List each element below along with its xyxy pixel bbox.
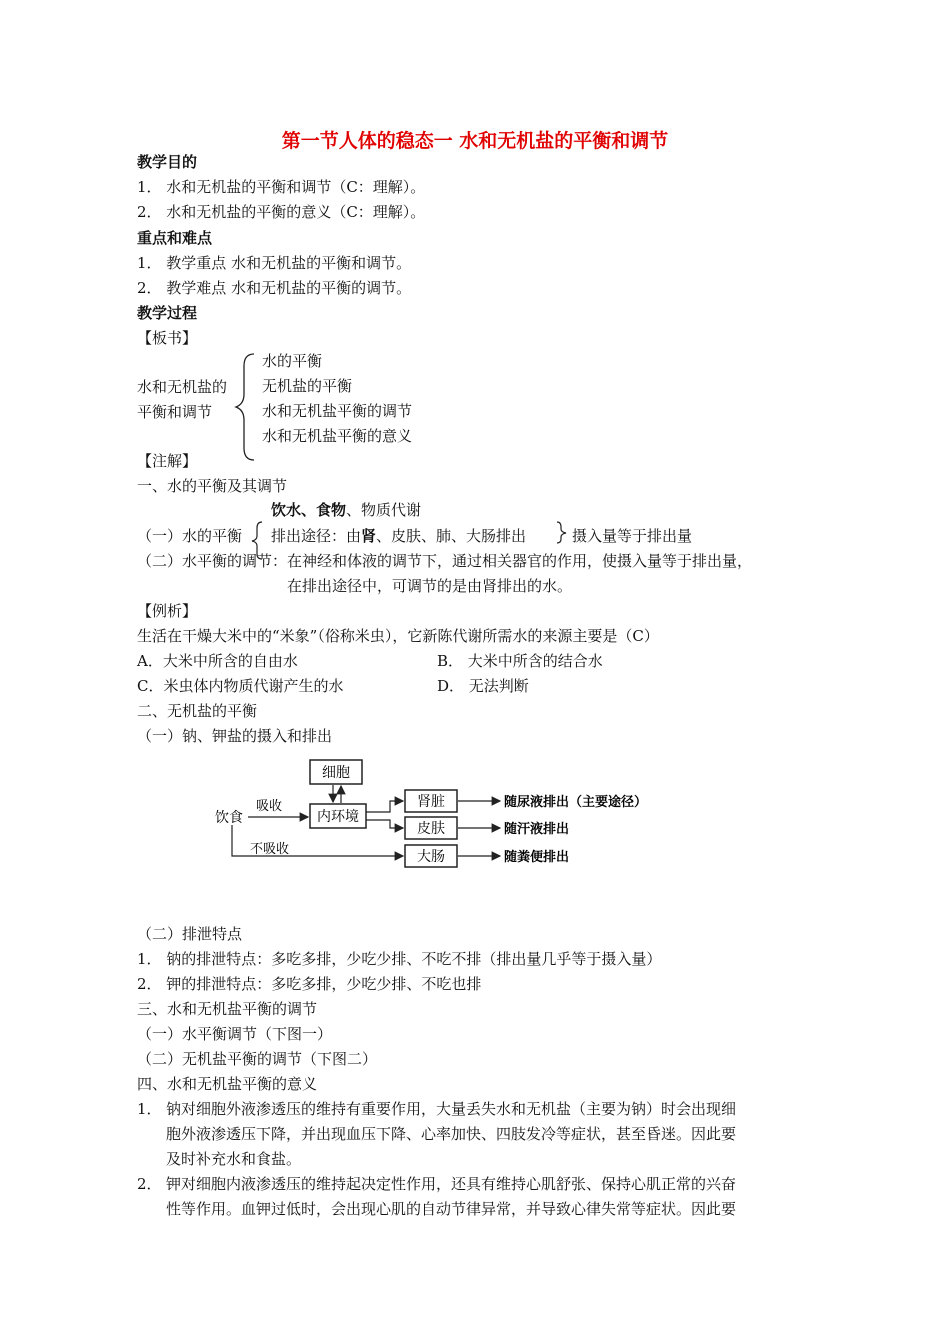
water-intake [271,501,421,519]
board-left-line: 平衡和调节 [137,403,213,421]
meaning-heading: 四、水和无机盐平衡的意义 [137,1075,318,1093]
water-regulation-cont: 在排出途径中，可调节的是由肾排出的水。 [287,577,573,595]
meaning-p1-num: 1． [137,1100,162,1118]
example-question: 生活在干燥大米中的“米象”（俗称米虫），它新陈代谢所需水的来源主要是（C） [137,627,659,645]
board-item: 水的平衡 [262,352,323,370]
excrete-post: 、皮肤、肺、大肠排出 [376,527,527,545]
key-point-item: 1． 教学重点 水和无机盐的平衡和调节。 [137,254,412,272]
excrete-kidney: 肾 [361,527,377,545]
cell-label: 细胞 [322,765,350,781]
water-intake-bold: 饮水、食物 [271,501,347,519]
regulation-heading: 三、水和无机盐平衡的调节 [137,1000,318,1018]
urine-out-label: 随尿液排出（主要途径） [504,795,648,810]
food-label: 饮食 [215,810,243,826]
meaning-p1-line: 及时补充水和食盐。 [166,1150,302,1168]
board-item: 水和无机盐平衡的调节 [262,402,413,420]
page-title: 第一节人体的稳态一 水和无机盐的平衡和调节 [281,130,669,152]
teaching-goal-item: 1． 水和无机盐的平衡和调节（C：理解）。 [137,178,426,196]
meaning-p1-line: 钠对细胞外液渗透压的维持有重要作用，大量丢失水和无机盐（主要为钠）时会出现细 [166,1100,737,1118]
water-regulation: （二）水平衡的调节：在神经和体液的调节下，通过相关器官的作用，使摄入量等于排出量， [137,552,753,570]
water-balance-result: 摄入量等于排出量 [572,527,693,545]
absorb-label: 吸收 [256,799,283,814]
water-right-brace [555,520,569,544]
regulation-item: （二）无机盐平衡的调节（下图二） [137,1050,378,1068]
board-left-line: 水和无机盐的 [137,378,228,396]
option-d: D． 无法判断 [437,677,529,695]
option-a: A．大米中所含的自由水 [137,652,298,670]
salt-item: 2． 钾的排泄特点：多吃多排，少吃少排、不吃也排 [137,975,482,993]
water-balance-label: （一）水的平衡 [137,527,243,545]
salt-flow-diagram [200,755,700,875]
option-c: C．米虫体内物质代谢产生的水 [137,677,344,695]
meaning-p2-num: 2． [137,1175,162,1193]
board-item: 无机盐的平衡 [262,377,353,395]
process-heading: 教学过程 [137,304,198,322]
kidney-label: 肾脏 [417,794,445,810]
internal-env-label: 内环境 [317,809,359,825]
salt-heading: 二、无机盐的平衡 [137,702,258,720]
excrete-pre: 排出途径：由 [271,527,362,545]
board-item: 水和无机盐平衡的意义 [262,427,413,445]
water-heading: 一、水的平衡及其调节 [137,477,288,495]
skin-label: 皮肤 [417,821,445,837]
teaching-goal-item: 2． 水和无机盐的平衡的意义（C：理解）。 [137,203,426,221]
not-absorb-label: 不吸收 [250,842,290,857]
salt-item: 1． 钠的排泄特点：多吃多排，少吃少排、不吃不排（排出量几乎等于摄入量） [137,950,662,968]
salt-sub2: （二）排泄特点 [137,925,243,943]
sweat-out-label: 随汗液排出 [504,822,570,837]
meaning-p2-line: 性等作用。血钾过低时，会出现心肌的自动节律异常，并导致心律失常等症状。因此要 [166,1200,737,1218]
salt-sub1: （一）钠、钾盐的摄入和排出 [137,727,333,745]
notes-label: 【注解】 [137,452,198,470]
feces-out-label: 随粪便排出 [504,850,570,865]
water-excretion [271,527,526,545]
meaning-p1-line: 胞外液渗透压下降，并出现血压下降、心率加快、四肢发冷等症状，甚至昏迷。因此要 [166,1125,737,1143]
key-point-item: 2． 教学难点 水和无机盐的平衡的调节。 [137,279,412,297]
intestine-label: 大肠 [417,849,445,865]
example-label: 【例析】 [137,602,198,620]
regulation-item: （一）水平衡调节（下图一） [137,1025,333,1043]
meaning-p2-line: 钾对细胞内液渗透压的维持起决定性作用，还具有维持心肌舒张、保持心肌正常的兴奋 [166,1175,737,1193]
key-points-heading: 重点和难点 [137,229,213,247]
option-b: B． 大米中所含的结合水 [437,652,603,670]
board-brace [232,352,262,462]
teaching-goal-heading: 教学目的 [137,153,198,171]
board-label: 【板书】 [137,329,198,347]
water-intake-rest: 、物质代谢 [346,501,422,519]
